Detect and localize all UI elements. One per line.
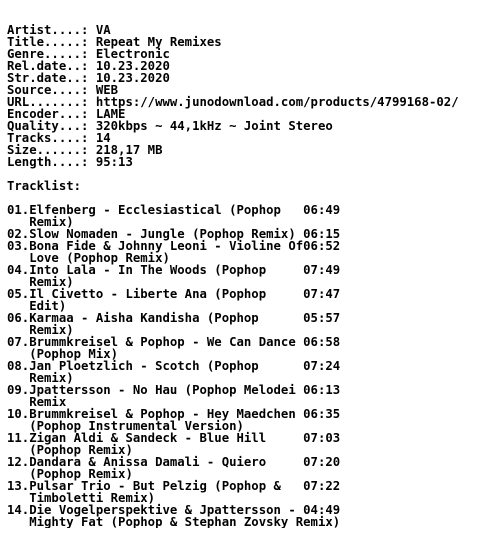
track-line-continuation: Mighty Fat (Pophop & Stephan Zovsky Remix): [7, 515, 341, 528]
track-line: 02.Slow Nomaden - Jungle (Pophop Remix) 06:15: [7, 227, 341, 241]
artist-line: Artist....: VA: [7, 24, 111, 37]
track-line-continuation: (Pophop Remix): [7, 467, 133, 481]
title-line: Title.....: Repeat My Remixes: [7, 35, 222, 49]
track-line: 13.Pulsar Trio - But Pelzig (Pophop & 07:22: [7, 479, 341, 493]
track-line: 05.Il Civetto - Liberte Ana (Pophop 07:47: [7, 287, 341, 301]
track-line-continuation: Timboletti Remix): [7, 491, 156, 505]
track-line: 07.Brummkreisel & Pophop - We Can Dance 06:58: [7, 335, 341, 349]
track-line: 09.Jpattersson - No Hau (Pophop Melodei 06:13: [7, 383, 341, 397]
quality-line: Quality...: 320kbps ~ 44,1kHz ~ Joint Stereo: [7, 119, 333, 133]
track-line: 12.Dandara & Anissa Damali - Quiero 07:20: [7, 455, 341, 469]
tracklist: [7, 204, 504, 528]
track-line: 11.Zigan Aldi & Sandeck - Blue Hill 07:03: [7, 431, 341, 445]
tracks-count-line: Tracks....: 14: [7, 131, 111, 145]
track-line: 01.Elfenberg - Ecclesiastical (Pophop 06:49: [7, 203, 341, 217]
track-line: 03.Bona Fide & Johnny Leoni - Violine Of06:52: [7, 239, 341, 253]
track-line: 04.Into Lala - In The Woods (Pophop 07:49: [7, 263, 341, 277]
nfo-document: [7, 24, 504, 528]
track-line-continuation: Remix): [7, 275, 74, 289]
track-line: 14.Die Vogelperspektive & Jpattersson - 04:49: [7, 503, 341, 517]
track-line-continuation: (Pophop Mix): [7, 347, 119, 361]
track-line-continuation: (Pophop Instrumental Version): [7, 419, 244, 433]
spacer: [7, 168, 504, 180]
track-line-continuation: (Pophop Remix): [7, 443, 133, 457]
street-date-line: Str.date..: 10.23.2020: [7, 71, 170, 85]
track-line-continuation: Remix): [7, 371, 74, 385]
release-date-line: Rel.date..: 10.23.2020: [7, 59, 170, 73]
track-line: 10.Brummkreisel & Pophop - Hey Maedchen 06:35: [7, 407, 341, 421]
url-line: URL.......: https://www.junodownload.com/products/4799168-02/: [7, 95, 459, 109]
encoder-line: Encoder...: LAME: [7, 107, 126, 121]
track-line: 06.Karmaa - Aisha Kandisha (Pophop 05:57: [7, 311, 341, 325]
length-line: Length....: 95:13: [7, 155, 133, 169]
size-line: Size......: 218,17 MB: [7, 143, 163, 157]
genre-line: Genre.....: Electronic: [7, 47, 170, 61]
track-line-continuation: Remix): [7, 215, 74, 229]
track-line: 08.Jan Ploetzlich - Scotch (Pophop 07:24: [7, 359, 341, 373]
track-line-continuation: Remix: [7, 395, 67, 409]
track-line-continuation: Love (Pophop Remix): [7, 251, 170, 265]
tracklist-heading: Tracklist:: [7, 179, 82, 193]
track-line-continuation: Edit): [7, 299, 67, 313]
source-line: Source....: WEB: [7, 83, 119, 97]
track-line-continuation: Remix): [7, 323, 74, 337]
